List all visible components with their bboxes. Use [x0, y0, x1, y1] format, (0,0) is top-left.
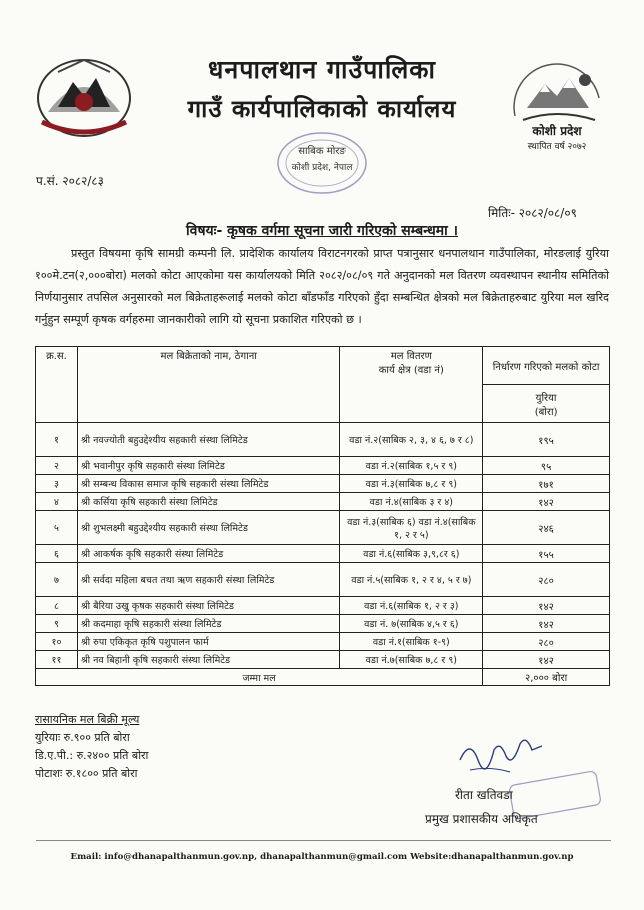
row-area: वडा नं.६(साबिक १, २ र ३) — [340, 597, 483, 615]
row-vendor: श्री नव बिहानी कृषि सहकारी संस्था लिमिटेड — [77, 651, 339, 669]
price-dap: डि.ए.पी.: रु.२४०० प्रति बोरा — [35, 749, 149, 762]
row-sn: ५ — [36, 511, 78, 545]
row-vendor: श्री कर्सिया कृषि सहकारी संस्था लिमिटेड — [77, 493, 339, 511]
row-sn: २ — [36, 457, 78, 475]
reference-number: प.सं. २०८२/८३ — [36, 174, 104, 188]
svg-text:कोशी प्रदेश, नेपाल: कोशी प्रदेश, नेपाल — [291, 163, 353, 173]
footer-divider — [36, 840, 611, 841]
quota-table — [35, 346, 610, 686]
row-vendor: श्री आकर्षक कृषि सहकारी संस्था लिमिटेड — [77, 545, 339, 563]
row-sn: ८ — [36, 597, 78, 615]
signer-title: प्रमुख प्रशासकीय अधिकृत — [425, 812, 538, 826]
table-row — [36, 615, 610, 633]
row-area: वडा नं.४(साबिक ३ र ४) — [340, 493, 483, 511]
table-row — [36, 457, 610, 475]
header-area: मल वितरण कार्य क्षेत्र (वडा नं) — [340, 347, 483, 423]
row-qty: ९५ — [483, 457, 610, 475]
total-value: २,००० बोरा — [483, 669, 610, 686]
fertilizer-prices — [35, 711, 148, 783]
row-area: वडा नं.६(साबिक ३,९,८र ६) — [340, 545, 483, 563]
row-sn: ७ — [36, 563, 78, 597]
row-vendor: श्री कदमाहा कृषि सहकारी संस्था लिमिटेड — [77, 615, 339, 633]
row-qty: १४२ — [483, 651, 610, 669]
row-vendor: श्री रुपा एकिकृत कृषि पशुपालन फार्म — [77, 633, 339, 651]
row-qty: २८० — [483, 633, 610, 651]
header-sn: क्र.स. — [36, 347, 78, 423]
row-area: वडा नं.३(साबिक ७,८ र ९) — [340, 475, 483, 493]
footer-contact: Email: info@dhanapalthanmun.gov.np, dhanapalthanmun@gmail.com Website:dhanapalthanmun.gov.np — [70, 852, 574, 862]
row-sn: ११ — [36, 651, 78, 669]
subject-text: कृषक वर्गमा सूचना जारी गरिएको सम्बन्धमा । — [227, 223, 458, 239]
row-qty: १४२ — [483, 597, 610, 615]
table-row — [36, 511, 610, 545]
office-title-line1: धनपालथान गाउँपालिका — [208, 55, 436, 84]
row-qty: २४६ — [483, 511, 610, 545]
table-row — [36, 545, 610, 563]
row-qty: २८० — [483, 563, 610, 597]
row-qty: १९५ — [483, 423, 610, 457]
koshi-logo-caption: कोशी प्रदेश स्थापित वर्ष २०७२ — [527, 124, 587, 152]
row-sn: ६ — [36, 545, 78, 563]
table-row — [36, 493, 610, 511]
price-potash: पोटाशः रु.१८०० प्रति बोरा — [35, 767, 138, 780]
notice-body: प्रस्तुत विषयमा कृषि सामग्री कम्पनी लि. प्रादेशिक कार्यालय विराटनगरको प्राप्त पत्रानुसार धनपालथान गाउँपालिका, मोरङलाई युरिया १००मे.टन(२,०००बोरा) मलको कोटा आएकोमा यस कार्यालयको मिति २०८२/०८/०९ गते अनुदानको मल वितरण व्यवस्थापन स्थानीय समितिको निर्णयानुसार तपसिल अनुसारको मल बिक्रेताहरूलाई मलको कोटा बाँडफाँड गरिएको हुँदा सम्बन्धित क्षेत्रको मल बिक्रेताहरुबाट युरिया मल खरिद गर्नुहुन सम्पूर्ण कृषक वर्गहरुमा जानकारीको लागि यो सूचना प्रकाशित गरिएको छ । — [35, 247, 609, 326]
row-qty: १५५ — [483, 545, 610, 563]
subject-line — [0, 221, 644, 240]
signer-name: रीता खतिवडा — [455, 788, 513, 802]
row-area: वडा नं.२(साबिक १,५ र ९) — [340, 457, 483, 475]
header-vendor: मल बिक्रेताको नाम, ठेगाना — [77, 347, 339, 423]
row-qty: १४२ — [483, 615, 610, 633]
row-area: वडा नं.१(साबिक १-९) — [340, 633, 483, 651]
row-area: वडा नं.२(साबिक २, ३, ४ ६, ७ र ८) — [340, 423, 483, 457]
table-row — [36, 423, 610, 457]
table-row — [36, 597, 610, 615]
row-vendor: श्री नवज्योती बहुउद्देश्यीय सहकारी संस्था लिमिटेड — [77, 423, 339, 457]
row-vendor: श्री बैरिया उखु कृषक सहकारी संस्था लिमिटेड — [77, 597, 339, 615]
subject-prefix: विषयः- — [186, 223, 223, 239]
row-sn: १ — [36, 423, 78, 457]
letter-date: मितिः- २०८२/०८/०९ — [488, 206, 577, 220]
total-row — [36, 669, 610, 686]
row-vendor: श्री शुभलक्ष्मी बहुउद्देश्यीय सहकारी संस्था लिमिटेड — [77, 511, 339, 545]
header-urea: युरिया (बोरा) — [483, 385, 610, 423]
row-vendor: श्री भवानीपुर कृषि सहकारी संस्था लिमिटेड — [77, 457, 339, 475]
row-qty: १७१ — [483, 475, 610, 493]
row-sn: ३ — [36, 475, 78, 493]
row-sn: ४ — [36, 493, 78, 511]
row-area: वडा नं.७(साबिक ७,८ र ९) — [340, 651, 483, 669]
table-row — [36, 651, 610, 669]
row-area: वडा नं. ७(साबिक ४,५ र ६) — [340, 615, 483, 633]
row-area: वडा नं.५(साबिक १, २ र ४, ५ र ७) — [340, 563, 483, 597]
total-label: जम्मा मल — [36, 669, 483, 686]
office-seal-stamp — [272, 128, 372, 198]
header-quota: निर्धारण गरिएको मलको कोटा — [483, 347, 610, 385]
row-vendor: श्री सम्बन्ध विकास समाज कृषि सहकारी संस्था लिमिटेड — [77, 475, 339, 493]
table-row — [36, 475, 610, 493]
table-row — [36, 633, 610, 651]
row-sn: ९ — [36, 615, 78, 633]
row-area: वडा नं.३(साबिक ६) वडा नं.४(साबिक १, २ र ५) — [340, 511, 483, 545]
office-title-line2: गाउँ कार्यपालिकाको कार्यालय — [187, 95, 457, 123]
row-qty: १४२ — [483, 493, 610, 511]
row-sn: १० — [36, 633, 78, 651]
table-row — [36, 563, 610, 597]
svg-text:साबिक मोरङ: साबिक मोरङ — [298, 146, 346, 157]
price-urea: युरियाः रु.९०० प्रति बोरा — [35, 731, 130, 744]
row-vendor: श्री सर्वदा महिला बचत तथा ऋण सहकारी संस्था लिमिटेड — [77, 563, 339, 597]
prices-heading: रासायनिक मल बिक्री मूल्य — [35, 713, 140, 726]
